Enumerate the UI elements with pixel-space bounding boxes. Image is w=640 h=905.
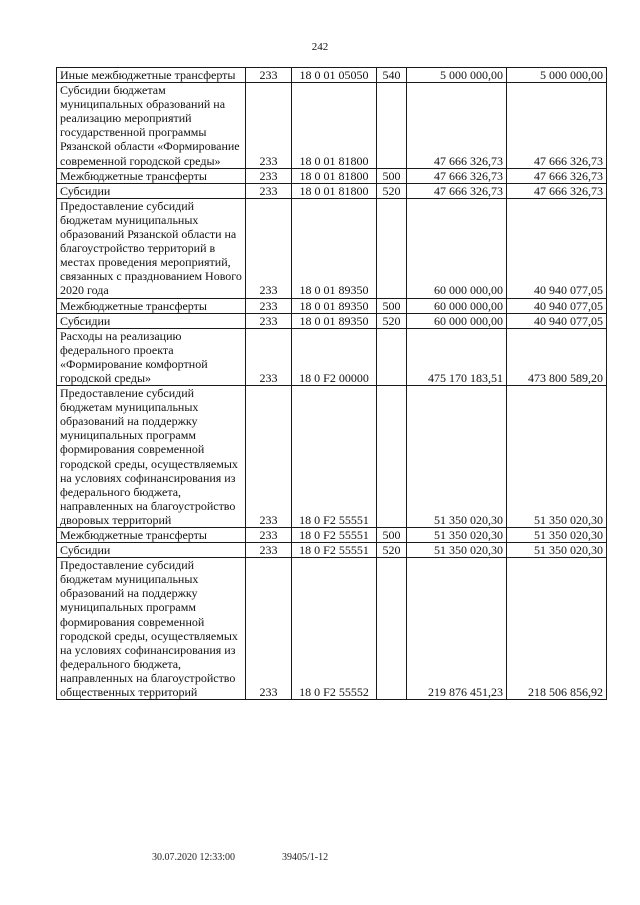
row-sum-2: 51 350 020,30 bbox=[507, 543, 607, 558]
row-name: Расходы на реализацию федерального проекта «Формирование комфортной городской среды» bbox=[57, 328, 246, 385]
row-name: Предоставление субсидий бюджетам муниципальных образований на поддержку муниципальных программ формирования современной городской среды, осуществляемых на условиях софинансирования из федерального бюджета, направленных на благоустройство дворовых территорий bbox=[57, 386, 246, 528]
row-code: 233 bbox=[246, 83, 292, 169]
row-vr bbox=[377, 386, 407, 528]
row-csr: 18 0 F2 00000 bbox=[292, 328, 377, 385]
row-vr: 520 bbox=[377, 313, 407, 328]
row-name: Субсидии bbox=[57, 183, 246, 198]
row-code: 233 bbox=[246, 68, 292, 83]
row-csr: 18 0 01 81800 bbox=[292, 83, 377, 169]
row-sum-1: 47 666 326,73 bbox=[407, 183, 507, 198]
row-name: Межбюджетные трансферты bbox=[57, 298, 246, 313]
table-row bbox=[57, 313, 607, 328]
row-sum-2: 40 940 077,05 bbox=[507, 198, 607, 298]
row-vr bbox=[377, 83, 407, 169]
row-sum-1: 47 666 326,73 bbox=[407, 83, 507, 169]
row-name: Предоставление субсидий бюджетам муниципальных образований на поддержку муниципальных программ формирования современной городской среды, осуществляемых на условиях софинансирования из федерального бюджета, направленных на благоустройство общественных территорий bbox=[57, 558, 246, 700]
row-sum-1: 60 000 000,00 bbox=[407, 313, 507, 328]
row-vr: 520 bbox=[377, 543, 407, 558]
footer-doc-number: 39405/1-12 bbox=[282, 852, 329, 863]
row-name: Субсидии bbox=[57, 543, 246, 558]
row-sum-2: 51 350 020,30 bbox=[507, 386, 607, 528]
row-sum-2: 5 000 000,00 bbox=[507, 68, 607, 83]
row-sum-1: 51 350 020,30 bbox=[407, 543, 507, 558]
row-csr: 18 0 F2 55552 bbox=[292, 558, 377, 700]
row-sum-2: 51 350 020,30 bbox=[507, 528, 607, 543]
table-row bbox=[57, 528, 607, 543]
row-sum-1: 47 666 326,73 bbox=[407, 168, 507, 183]
row-csr: 18 0 F2 55551 bbox=[292, 528, 377, 543]
row-code: 233 bbox=[246, 558, 292, 700]
row-vr: 500 bbox=[377, 298, 407, 313]
row-csr: 18 0 01 81800 bbox=[292, 168, 377, 183]
row-csr: 18 0 01 89350 bbox=[292, 313, 377, 328]
row-name: Межбюджетные трансферты bbox=[57, 168, 246, 183]
row-vr: 500 bbox=[377, 528, 407, 543]
row-code: 233 bbox=[246, 298, 292, 313]
table-row bbox=[57, 298, 607, 313]
row-sum-1: 5 000 000,00 bbox=[407, 68, 507, 83]
table-row bbox=[57, 558, 607, 700]
row-vr: 500 bbox=[377, 168, 407, 183]
row-name: Субсидии bbox=[57, 313, 246, 328]
row-sum-1: 60 000 000,00 bbox=[407, 298, 507, 313]
table-row bbox=[57, 198, 607, 298]
row-csr: 18 0 F2 55551 bbox=[292, 386, 377, 528]
table-row bbox=[57, 183, 607, 198]
row-sum-2: 473 800 589,20 bbox=[507, 328, 607, 385]
row-name: Иные межбюджетные трансферты bbox=[57, 68, 246, 83]
row-name: Субсидии бюджетам муниципальных образований на реализацию мероприятий государственной программы Рязанской области «Формирование современной городской среды» bbox=[57, 83, 246, 169]
table-row bbox=[57, 543, 607, 558]
page-number: 242 bbox=[311, 41, 329, 53]
table-row bbox=[57, 386, 607, 528]
row-sum-1: 51 350 020,30 bbox=[407, 386, 507, 528]
row-name: Предоставление субсидий бюджетам муниципальных образований Рязанской области на благоустройство территорий в местах проведения мероприятий, связанных с празднованием Нового 2020 года bbox=[57, 198, 246, 298]
row-code: 233 bbox=[246, 313, 292, 328]
row-sum-2: 47 666 326,73 bbox=[507, 83, 607, 169]
row-sum-2: 47 666 326,73 bbox=[507, 183, 607, 198]
row-sum-2: 40 940 077,05 bbox=[507, 298, 607, 313]
row-vr bbox=[377, 198, 407, 298]
row-sum-2: 47 666 326,73 bbox=[507, 168, 607, 183]
row-csr: 18 0 01 89350 bbox=[292, 198, 377, 298]
row-sum-2: 40 940 077,05 bbox=[507, 313, 607, 328]
row-code: 233 bbox=[246, 386, 292, 528]
footer-datetime: 30.07.2020 12:33:00 bbox=[152, 852, 236, 863]
table-row bbox=[57, 168, 607, 183]
row-code: 233 bbox=[246, 543, 292, 558]
row-vr: 540 bbox=[377, 68, 407, 83]
row-sum-1: 475 170 183,51 bbox=[407, 328, 507, 385]
row-csr: 18 0 01 05050 bbox=[292, 68, 377, 83]
row-code: 233 bbox=[246, 198, 292, 298]
row-sum-1: 219 876 451,23 bbox=[407, 558, 507, 700]
row-code: 233 bbox=[246, 168, 292, 183]
row-vr bbox=[377, 558, 407, 700]
row-csr: 18 0 F2 55551 bbox=[292, 543, 377, 558]
row-code: 233 bbox=[246, 528, 292, 543]
budget-table bbox=[56, 67, 607, 700]
row-sum-2: 218 506 856,92 bbox=[507, 558, 607, 700]
row-vr: 520 bbox=[377, 183, 407, 198]
row-csr: 18 0 01 89350 bbox=[292, 298, 377, 313]
row-code: 233 bbox=[246, 183, 292, 198]
row-sum-1: 51 350 020,30 bbox=[407, 528, 507, 543]
row-csr: 18 0 01 81800 bbox=[292, 183, 377, 198]
table-row bbox=[57, 83, 607, 169]
row-sum-1: 60 000 000,00 bbox=[407, 198, 507, 298]
table-row bbox=[57, 68, 607, 83]
row-vr bbox=[377, 328, 407, 385]
row-code: 233 bbox=[246, 328, 292, 385]
row-name: Межбюджетные трансферты bbox=[57, 528, 246, 543]
table-row bbox=[57, 328, 607, 385]
